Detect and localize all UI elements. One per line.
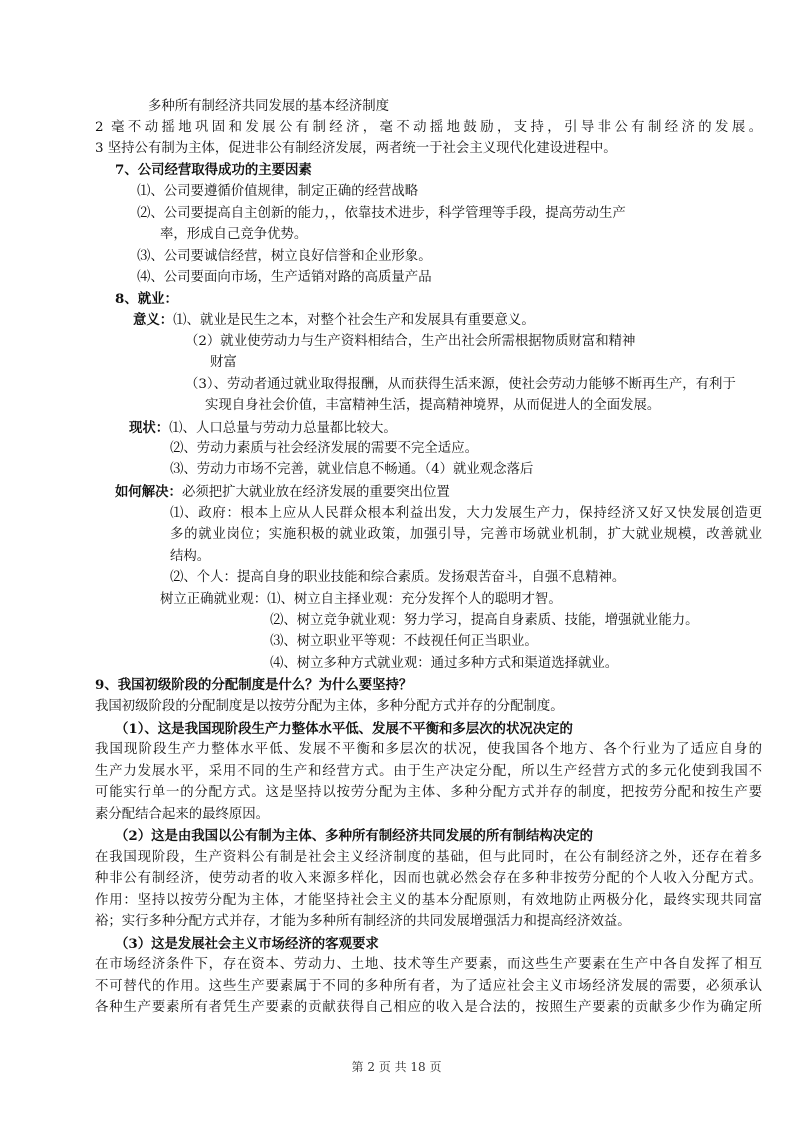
text-line: 各种生产要素所有者凭生产要素的贡献获得自己相应的收入是合法的，按照生产要素的贡献多少作为确定所 [95, 1000, 762, 1015]
subheading-3: （3）这是发展社会主义市场经济的客观要求 [115, 936, 379, 952]
line-text: ⑴、就业是民生之本，对整个社会生产和发展具有重要意义。 [173, 313, 535, 328]
text-line [115, 483, 450, 501]
text-line: 我国现阶段生产力整体水平低、发展不平衡和多层次的状况，使我国各个地方、各个行业为了适应自身的 [95, 742, 762, 757]
text-line [129, 419, 397, 437]
text-line: 裕；实行多种分配方式并存，才能为多种所有制经济的共同发展增强活力和提高经济效益。 [95, 914, 631, 929]
text-line [133, 311, 535, 329]
text-line: ⑵、树立竞争就业观：努力学习，提高自身素质、技能，增强就业能力。 [270, 613, 699, 628]
label-solution: 如何解决： [115, 484, 182, 500]
text-line: （2）就业使劳动力与生产资料相结合，生产出社会所需根据物质财富和精神 [185, 334, 636, 349]
line-text: ⑴、人口总量与劳动力总量都比较大。 [169, 421, 397, 436]
label-status: 现状： [129, 420, 170, 436]
text-line: ⑶、树立职业平等观：不歧视任何正当职业。 [270, 634, 538, 649]
text-line: 在市场经济条件下，存在资本、劳动力、土地、技术等生产要素，而这些生产要素在生产中各自发挥了相互 [95, 957, 762, 972]
text-line: 不可替代的作用。这些生产要素属于不同的多种所有者，为了适应社会主义市场经济发展的需要，必须承认 [95, 979, 762, 994]
text-line: 生产力发展水平，采用不同的生产和经营方式。由于生产决定分配，所以生产经营方式的多元化使到我国不 [95, 764, 762, 779]
text-line: 作用：坚持以按劳分配为主体，才能坚持社会主义的基本分配原则，有效地防止两极分化，最终实现共同富 [95, 893, 762, 908]
text-line: 树立正确就业观：⑴、树立自主择业观：充分发挥个人的聪明才智。 [160, 592, 562, 607]
label-meaning: 意义： [133, 312, 174, 328]
subheading-1: （1）、这是我国现阶段生产力整体水平低、发展不平衡和多层次的状况决定的 [115, 721, 573, 737]
text-line: ⑶、劳动力市场不完善，就业信息不畅通。（4）就业观念落后 [170, 462, 534, 477]
text-line: 素分配结合起来的最终原因。 [95, 807, 270, 822]
text-line: ⑷、公司要面向市场，生产适销对路的高质量产品 [137, 270, 432, 285]
text-line: ⑵、公司要提高自主创新的能力，，依靠技术进步，科学管理等手段，提高劳动生产 [137, 206, 626, 221]
text-line: 我国初级阶段的分配制度是以按劳分配为主体，多种分配方式并存的分配制度。 [95, 699, 564, 714]
text-line: 种非公有制经济，使劳动者的收入来源多样化，因而也就必然会存在多种非按劳分配的个人收入分配方式。 [95, 871, 762, 886]
text-line: 2 毫不动摇地巩固和发展公有制经济，毫不动摇地鼓励，支持，引导非公有制经济的发展。 [95, 120, 762, 135]
text-line: ⑷、树立多种方式就业观：通过多种方式和渠道选择就业。 [270, 656, 619, 671]
text-line: 3 坚持公有制为主体，促进非公有制经济发展，两者统一于社会主义现代化建设进程中。 [95, 141, 617, 156]
subheading-2: （2）这是由我国以公有制为主体、多种所有制经济共同发展的所有制结构决定的 [115, 828, 593, 844]
section-heading-9: 9、我国初级阶段的分配制度是什么？为什么要坚持？ [95, 677, 413, 693]
text-line: ⑴、公司要遵循价值规律，制定正确的经营战略 [137, 184, 419, 199]
text-line: 可能实行单一的分配方式。这是坚持以按劳分配为主体、多种分配方式并存的制度，把按劳分配和按生产要 [95, 785, 762, 800]
text-line: ⑵、劳动力素质与社会经济发展的需要不完全适应。 [170, 441, 478, 456]
text-line: 结构。 [170, 549, 211, 564]
line-text: 必须把扩大就业放在经济发展的重要突出位置 [181, 485, 450, 500]
text-line: 多的就业岗位；实施积极的就业政策，加强引导，完善市场就业机制，扩大就业规模，改善就业 [170, 527, 762, 542]
text-line: （3）、劳动者通过就业取得报酬，从而获得生活来源，使社会劳动力能够不断再生产，有利于 [185, 377, 736, 392]
text-line: 财富 [210, 355, 237, 370]
section-heading-8: 8、就业： [115, 291, 178, 307]
text-line: ⑴、政府：根本上应从人民群众根本利益出发，大力发展生产力，保持经济又好又快发展创造更 [170, 506, 762, 521]
text-line: ⑶、公司要诚信经营，树立良好信誉和企业形象。 [137, 249, 432, 264]
text-line: 实现自身社会价值，丰富精神生活，提高精神境界，从而促进人的全面发展。 [205, 398, 661, 413]
page-number-footer: 第 2 页 共 18 页 [351, 1060, 442, 1074]
text-line: 率，形成自己竞争优势。 [160, 227, 308, 242]
text-line: ⑵、个人：提高自身的职业技能和综合素质。发扬艰苦奋斗，自强不息精神。 [170, 570, 626, 585]
section-heading-7: 7、公司经营取得成功的主要因素 [115, 162, 312, 178]
text-line: 多种所有制经济共同发展的基本经济制度 [148, 99, 390, 114]
text-line: 在我国现阶段，生产资料公有制是社会主义经济制度的基础，但与此同时，在公有制经济之外，还存在着多 [95, 850, 762, 865]
